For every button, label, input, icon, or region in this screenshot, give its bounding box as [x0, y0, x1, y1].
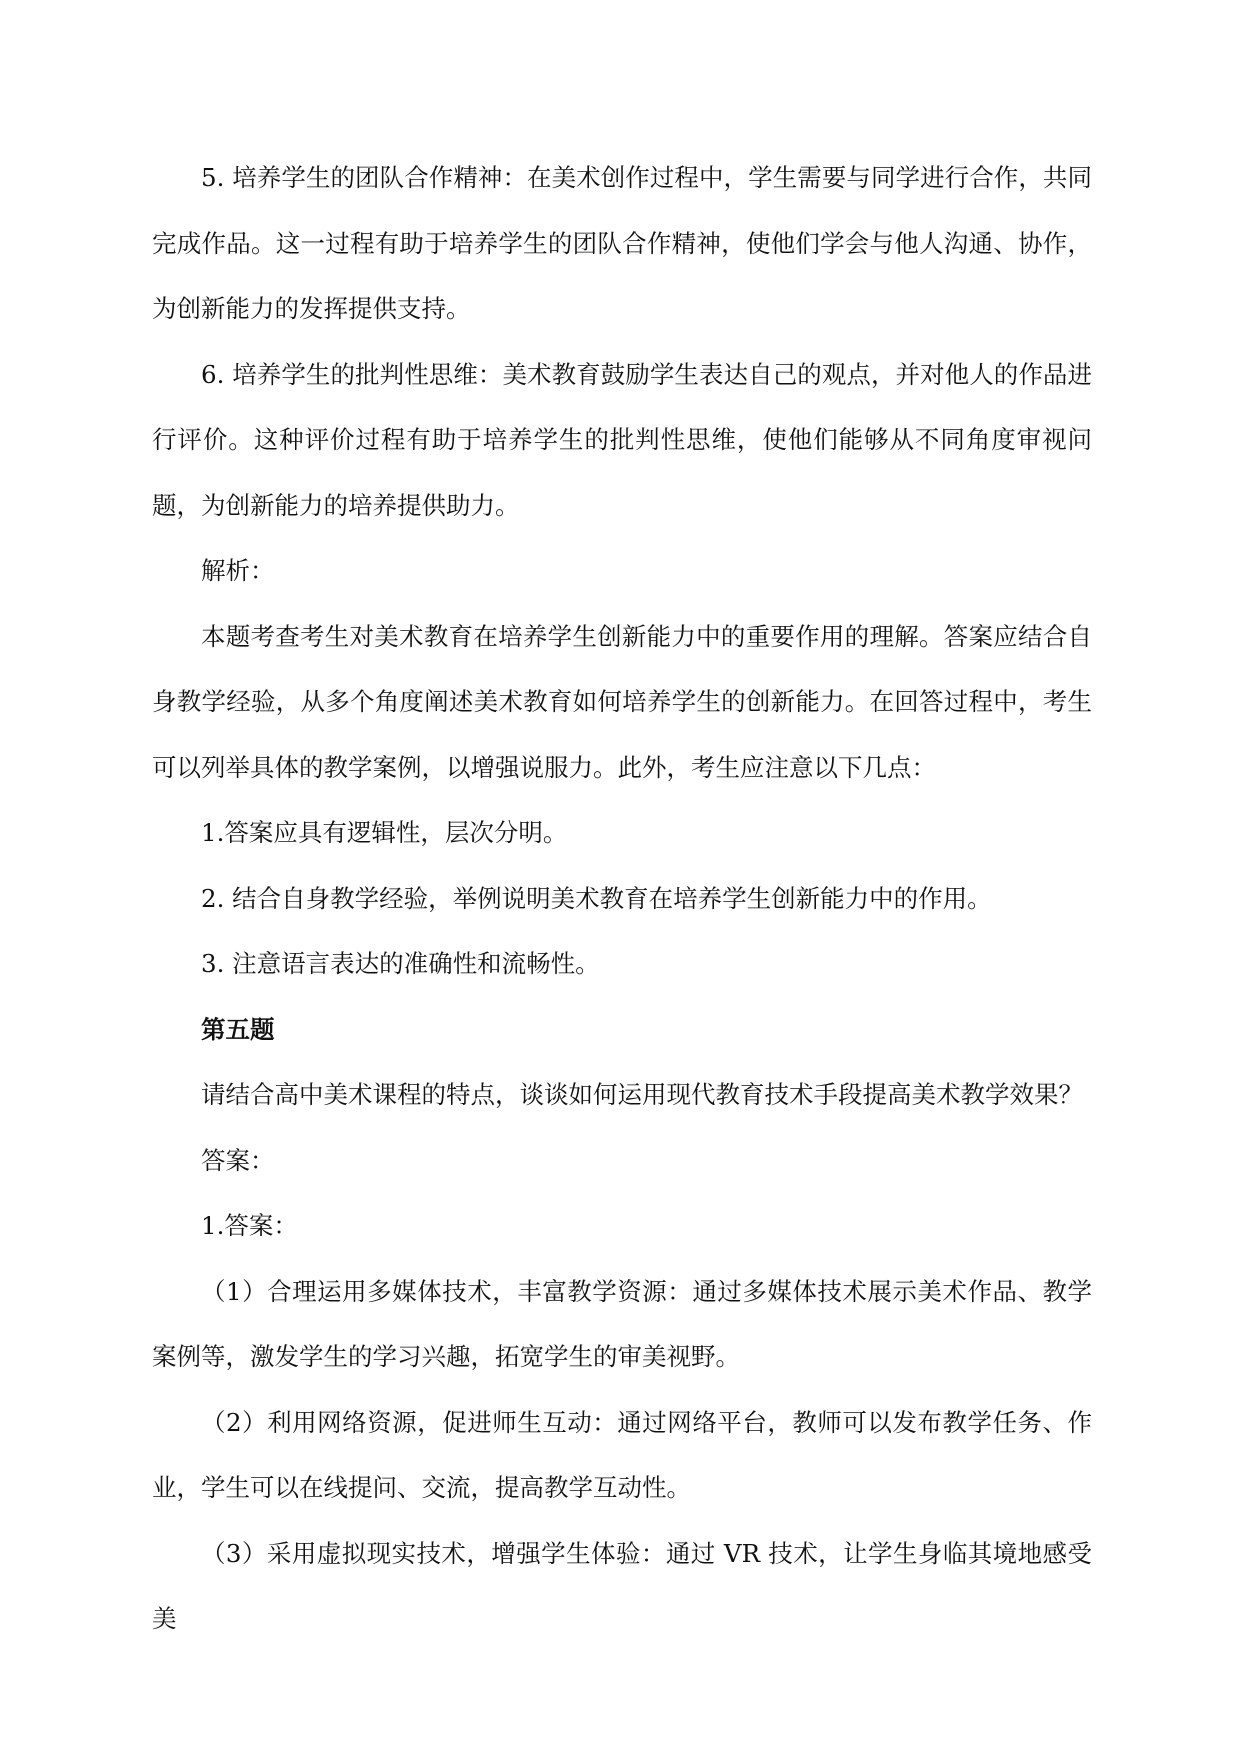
paragraph-critical-thinking: 6. 培养学生的批判性思维：美术教育鼓励学生表达自己的观点，并对他人的作品进行评价。这种评价过程有助于培养学生的批判性思维，使他们能够从不同角度审视问题，为创新能力的培养提供助力。	[152, 359, 1092, 520]
answer-label: 答案：	[201, 1145, 275, 1175]
section-title: 第五题	[201, 1014, 275, 1044]
answer-item-network: （2）利用网络资源，促进师生互动：通过网络平台，教师可以发布教学任务、作业，学生可以在线提问、交流，提高教学互动性。	[152, 1407, 1092, 1502]
answer-item-multimedia: （1）合理运用多媒体技术，丰富教学资源：通过多媒体技术展示美术作品、教学案例等，激发学生的学习兴趣，拓宽学生的审美视野。	[152, 1276, 1092, 1371]
analysis-point-3: 3. 注意语言表达的准确性和流畅性。	[201, 949, 600, 978]
answer-item-vr: （3）采用虚拟现实技术，增强学生体验：通过 VR 技术，让学生身临其境地感受美	[152, 1538, 1092, 1633]
answer-intro: 1.答案：	[201, 1211, 298, 1240]
document-body	[152, 145, 1092, 1652]
analysis-point-2: 2. 结合自身教学经验，举例说明美术教育在培养学生创新能力中的作用。	[201, 883, 992, 913]
question-text: 请结合高中美术课程的特点，谈谈如何运用现代教育技术手段提高美术教学效果？	[201, 1080, 1083, 1109]
analysis-paragraph: 本题考查考生对美术教育在培养学生创新能力中的重要作用的理解。答案应结合自身教学经验，从多个角度阐述美术教育如何培养学生的创新能力。在回答过程中，考生可以列举具体的教学案例，以增强说服力。此外，考生应注意以下几点：	[152, 621, 1092, 782]
analysis-label: 解析：	[201, 556, 275, 585]
paragraph-teamwork: 5. 培养学生的团队合作精神：在美术创作过程中，学生需要与同学进行合作，共同完成作品。这一过程有助于培养学生的团队合作精神，使他们学会与他人沟通、协作，为创新能力的发挥提供支持。	[152, 163, 1092, 323]
analysis-point-1: 1.答案应具有逻辑性，层次分明。	[201, 818, 568, 847]
